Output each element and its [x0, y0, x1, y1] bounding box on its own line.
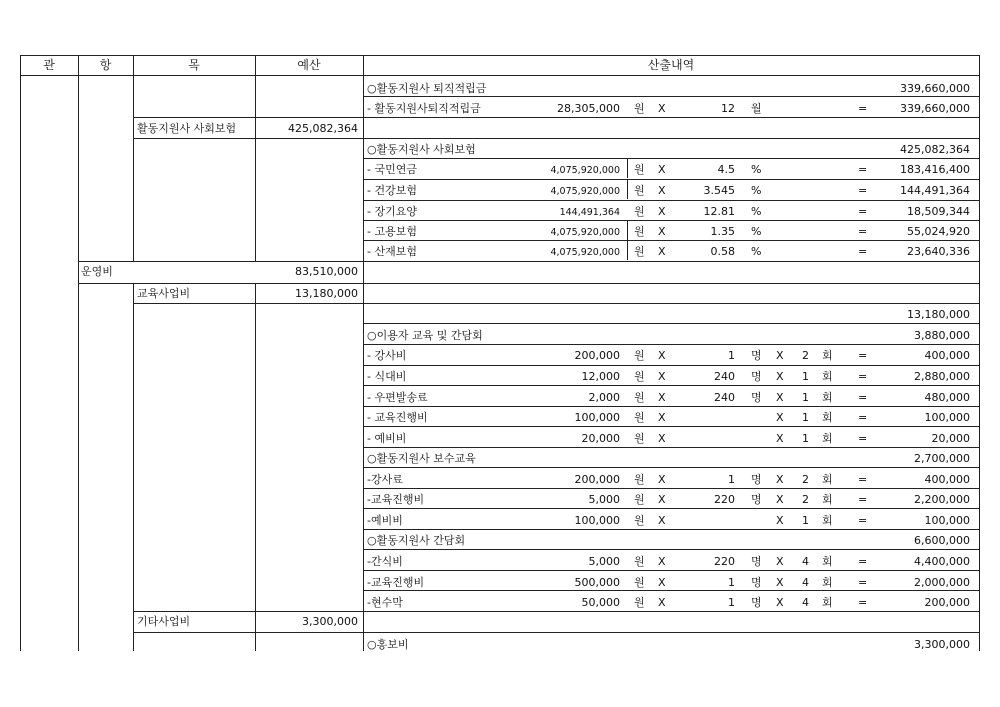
unit-amount: 200,000: [574, 473, 620, 486]
detail-label: - 활동지원사퇴직적립금: [367, 102, 481, 115]
quantity-unit: %: [751, 205, 762, 218]
count-unit: 회: [822, 596, 833, 609]
count: 1: [802, 370, 809, 383]
line-total: 400,000: [924, 349, 970, 362]
header-mok: 목: [188, 58, 200, 72]
column-divider: [255, 283, 256, 651]
quantity-unit: %: [751, 245, 762, 258]
column-divider: [255, 55, 256, 261]
multiply-sign: X: [658, 555, 666, 568]
row-divider: [133, 611, 363, 612]
unit-amount: 200,000: [574, 349, 620, 362]
row-divider: [78, 261, 363, 262]
multiply-sign: X: [776, 370, 784, 383]
budget-amount: 83,510,000: [295, 265, 358, 278]
unit-label: 원: [634, 473, 645, 486]
multiply-sign: X: [776, 576, 784, 589]
detail-label: -교육진행비: [367, 576, 425, 589]
count-unit: 회: [822, 555, 833, 568]
detail-label: - 장기요양: [367, 205, 417, 218]
line-total: 200,000: [924, 596, 970, 609]
unit-label: 원: [634, 411, 645, 424]
line-total: 100,000: [924, 411, 970, 424]
equals-sign: =: [858, 411, 868, 424]
row-divider: [133, 632, 363, 633]
unit-label: 원: [634, 514, 645, 527]
detail-label: - 우편발송료: [367, 391, 428, 404]
unit-label: 원: [634, 596, 645, 609]
header-gwan: 관: [43, 58, 55, 72]
unit-amount: 144,491,364: [559, 207, 620, 218]
multiply-sign: X: [776, 432, 784, 445]
equals-sign: =: [858, 514, 868, 527]
unit-amount: 12,000: [581, 370, 620, 383]
count-unit: 회: [822, 370, 833, 383]
column-divider: [133, 55, 134, 75]
row-divider: [363, 590, 980, 591]
unit-amount: 2,000: [588, 391, 620, 404]
detail-label: -간식비: [367, 555, 403, 568]
row-divider: [363, 508, 980, 509]
multiply-sign: X: [658, 225, 666, 238]
equals-sign: =: [858, 184, 868, 197]
count-unit: 회: [822, 349, 833, 362]
detail-label: - 교육진행비: [367, 411, 428, 424]
unit-amount: 4,075,920,000: [550, 247, 620, 258]
cell-separator: [627, 158, 628, 178]
count: 2: [802, 473, 809, 486]
count-unit: 회: [822, 514, 833, 527]
multiply-sign: X: [658, 514, 666, 527]
unit-amount: 28,305,000: [557, 102, 620, 115]
multiply-sign: X: [776, 555, 784, 568]
quantity: 3.545: [703, 184, 735, 197]
count: 4: [802, 576, 809, 589]
multiply-sign: X: [658, 349, 666, 362]
row-divider: [363, 385, 980, 386]
quantity: 1: [728, 596, 735, 609]
count-unit: 회: [822, 493, 833, 506]
line-total: 3,880,000: [914, 329, 970, 342]
equals-sign: =: [858, 349, 868, 362]
table-right-border: [979, 55, 980, 651]
detail-label: ○활동지원사 간담회: [367, 534, 466, 547]
detail-label: -강사료: [367, 473, 403, 486]
multiply-sign: X: [658, 163, 666, 176]
count-unit: 회: [822, 411, 833, 424]
table-top-border: [20, 55, 980, 56]
line-total: 18,509,344: [907, 205, 970, 218]
quantity-unit: %: [751, 225, 762, 238]
quantity: 1.35: [710, 225, 735, 238]
detail-label: ○활동지원사 퇴직적립금: [367, 82, 487, 95]
quantity: 1: [728, 349, 735, 362]
unit-amount: 100,000: [574, 514, 620, 527]
header-bottom-border: [20, 75, 980, 76]
quantity: 4.5: [717, 163, 735, 176]
unit-amount: 100,000: [574, 411, 620, 424]
multiply-sign: X: [658, 245, 666, 258]
line-total: 2,000,000: [914, 576, 970, 589]
row-divider: [363, 611, 980, 612]
line-total: 6,600,000: [914, 534, 970, 547]
unit-label: 원: [634, 555, 645, 568]
detail-label: - 강사비: [367, 349, 407, 362]
header-detail: 산출내역: [647, 58, 695, 72]
row-divider: [133, 138, 363, 139]
quantity: 220: [714, 493, 735, 506]
multiply-sign: X: [658, 473, 666, 486]
equals-sign: =: [858, 391, 868, 404]
cell-separator: [627, 220, 628, 240]
row-divider: [363, 406, 980, 407]
unit-amount: 5,000: [588, 493, 620, 506]
equals-sign: =: [858, 555, 868, 568]
row-divider: [363, 344, 980, 345]
unit-amount: 500,000: [574, 576, 620, 589]
multiply-sign: X: [776, 411, 784, 424]
category-label: 활동지원사 사회보험: [137, 122, 237, 135]
category-label: 운영비: [81, 265, 113, 278]
budget-amount: 13,180,000: [295, 287, 358, 300]
category-label: 교육사업비: [137, 287, 191, 300]
quantity: 240: [714, 391, 735, 404]
column-divider: [133, 283, 134, 651]
multiply-sign: X: [658, 576, 666, 589]
budget-amount: 425,082,364: [288, 122, 358, 135]
equals-sign: =: [858, 473, 868, 486]
equals-sign: =: [858, 432, 868, 445]
count-unit: 회: [822, 432, 833, 445]
equals-sign: =: [858, 163, 868, 176]
detail-label: - 식대비: [367, 370, 407, 383]
line-total: 480,000: [924, 391, 970, 404]
multiply-sign: X: [776, 493, 784, 506]
quantity: 1: [728, 576, 735, 589]
equals-sign: =: [858, 370, 868, 383]
multiply-sign: X: [658, 205, 666, 218]
equals-sign: =: [858, 205, 868, 218]
row-divider: [363, 240, 980, 241]
line-total: 425,082,364: [900, 143, 970, 156]
unit-amount: 4,075,920,000: [550, 227, 620, 238]
line-total: 13,180,000: [907, 308, 970, 321]
detail-label: ○홍보비: [367, 638, 409, 651]
line-total: 55,024,920: [907, 225, 970, 238]
count: 1: [802, 411, 809, 424]
table-left-border: [20, 55, 21, 651]
row-divider: [363, 632, 980, 633]
unit-amount: 5,000: [588, 555, 620, 568]
row-divider: [363, 447, 980, 448]
detail-label: -교육진행비: [367, 493, 425, 506]
unit-label: 원: [634, 184, 645, 197]
row-divider: [363, 96, 980, 97]
unit-label: 원: [634, 493, 645, 506]
quantity: 220: [714, 555, 735, 568]
header-budget: 예산: [297, 58, 321, 72]
line-total: 20,000: [931, 432, 970, 445]
line-total: 2,200,000: [914, 493, 970, 506]
unit-label: 원: [634, 349, 645, 362]
unit-label: 원: [634, 163, 645, 176]
row-divider: [363, 529, 980, 530]
unit-label: 원: [634, 245, 645, 258]
unit-label: 원: [634, 576, 645, 589]
line-total: 3,300,000: [914, 638, 970, 651]
detail-label: ○활동지원사 사회보험: [367, 143, 476, 156]
line-total: 100,000: [924, 514, 970, 527]
detail-label: - 건강보험: [367, 184, 417, 197]
equals-sign: =: [858, 493, 868, 506]
multiply-sign: X: [658, 432, 666, 445]
multiply-sign: X: [776, 473, 784, 486]
line-total: 400,000: [924, 473, 970, 486]
quantity: 240: [714, 370, 735, 383]
count: 1: [802, 432, 809, 445]
quantity: 12.81: [703, 205, 735, 218]
count: 1: [802, 391, 809, 404]
line-total: 183,416,400: [900, 163, 970, 176]
row-divider: [133, 303, 363, 304]
row-divider: [363, 138, 980, 139]
quantity-unit: %: [751, 184, 762, 197]
count-unit: 회: [822, 473, 833, 486]
row-divider: [363, 220, 980, 221]
multiply-sign: X: [658, 102, 666, 115]
detail-label: ○이용자 교육 및 간담회: [367, 329, 483, 342]
line-total: 339,660,000: [900, 82, 970, 95]
row-divider: [363, 179, 980, 180]
column-divider: [133, 75, 134, 261]
multiply-sign: X: [658, 411, 666, 424]
count: 4: [802, 555, 809, 568]
line-total: 23,640,336: [907, 245, 970, 258]
row-divider: [363, 467, 980, 468]
detail-label: ○활동지원사 보수교육: [367, 452, 476, 465]
quantity-unit: %: [751, 163, 762, 176]
budget-amount: 3,300,000: [302, 615, 358, 628]
quantity-unit: 명: [751, 473, 762, 486]
quantity-unit: 명: [751, 576, 762, 589]
quantity-unit: 명: [751, 596, 762, 609]
row-divider: [363, 570, 980, 571]
quantity: 0.58: [710, 245, 735, 258]
row-divider: [363, 303, 980, 304]
line-total: 339,660,000: [900, 102, 970, 115]
row-divider: [363, 426, 980, 427]
row-divider: [363, 283, 980, 284]
multiply-sign: X: [776, 514, 784, 527]
detail-label: - 예비비: [367, 432, 407, 445]
quantity-unit: 명: [751, 391, 762, 404]
count: 4: [802, 596, 809, 609]
line-total: 144,491,364: [900, 184, 970, 197]
unit-amount: 4,075,920,000: [550, 165, 620, 176]
unit-label: 원: [634, 370, 645, 383]
equals-sign: =: [858, 102, 868, 115]
header-hang: 항: [99, 58, 112, 72]
equals-sign: =: [858, 225, 868, 238]
equals-sign: =: [858, 245, 868, 258]
detail-label: -현수막: [367, 596, 403, 609]
multiply-sign: X: [658, 184, 666, 197]
detail-label: - 고용보험: [367, 225, 417, 238]
row-divider: [363, 261, 980, 262]
row-divider: [363, 158, 980, 159]
unit-label: 원: [634, 432, 645, 445]
detail-label: - 국민연금: [367, 163, 417, 176]
category-label: 기타사업비: [137, 615, 191, 628]
row-divider: [363, 323, 980, 324]
detail-label: -예비비: [367, 514, 403, 527]
quantity-unit: 명: [751, 349, 762, 362]
equals-sign: =: [858, 576, 868, 589]
quantity-unit: 명: [751, 493, 762, 506]
count: 2: [802, 493, 809, 506]
unit-label: 원: [634, 205, 645, 218]
quantity-unit: 월: [751, 102, 762, 115]
multiply-sign: X: [776, 391, 784, 404]
multiply-sign: X: [658, 370, 666, 383]
cell-separator: [627, 240, 628, 260]
quantity-unit: 명: [751, 370, 762, 383]
unit-label: 원: [634, 391, 645, 404]
unit-label: 원: [634, 102, 645, 115]
line-total: 2,700,000: [914, 452, 970, 465]
detail-label: - 산재보험: [367, 245, 417, 258]
column-divider: [78, 55, 79, 651]
row-divider: [363, 365, 980, 366]
row-divider: [133, 117, 363, 118]
line-total: 2,880,000: [914, 370, 970, 383]
quantity-unit: 명: [751, 555, 762, 568]
row-divider: [363, 200, 980, 201]
row-divider: [363, 117, 980, 118]
line-total: 4,400,000: [914, 555, 970, 568]
unit-amount: 20,000: [581, 432, 620, 445]
quantity: 1: [728, 473, 735, 486]
multiply-sign: X: [776, 349, 784, 362]
unit-amount: 50,000: [581, 596, 620, 609]
row-divider: [363, 549, 980, 550]
cell-separator: [627, 179, 628, 199]
count-unit: 회: [822, 391, 833, 404]
column-divider: [363, 55, 364, 651]
count: 1: [802, 514, 809, 527]
count: 2: [802, 349, 809, 362]
unit-amount: 4,075,920,000: [550, 186, 620, 197]
row-divider: [78, 283, 363, 284]
row-divider: [363, 488, 980, 489]
unit-label: 원: [634, 225, 645, 238]
multiply-sign: X: [658, 596, 666, 609]
count-unit: 회: [822, 576, 833, 589]
multiply-sign: X: [776, 596, 784, 609]
multiply-sign: X: [658, 493, 666, 506]
quantity: 12: [721, 102, 735, 115]
equals-sign: =: [858, 596, 868, 609]
multiply-sign: X: [658, 391, 666, 404]
